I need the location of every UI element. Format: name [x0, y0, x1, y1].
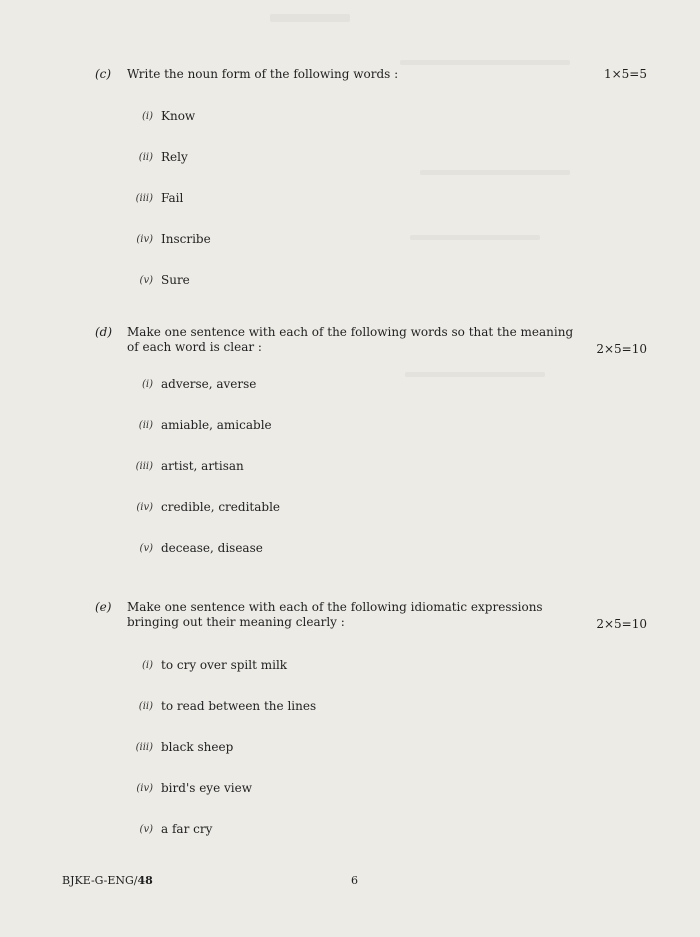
question-header — [95, 325, 647, 355]
question-marks: 1×5=5 — [603, 67, 647, 81]
item-text: Sure — [161, 273, 190, 287]
item-numeral: (ii) — [138, 420, 153, 431]
item-numeral: (v) — [139, 275, 153, 286]
item-list — [127, 658, 647, 863]
list-item — [127, 658, 647, 699]
item-numeral: (ii) — [138, 152, 153, 163]
question-c — [95, 67, 647, 314]
item-text: to read between the lines — [161, 699, 317, 713]
list-item — [127, 191, 647, 232]
item-numeral: (v) — [139, 543, 153, 554]
item-text: decease, disease — [161, 541, 263, 555]
question-e — [95, 600, 647, 863]
item-text: credible, creditable — [161, 500, 281, 514]
paper-code-prefix: BJKE-G-ENG/ — [62, 874, 138, 887]
list-item — [127, 740, 647, 781]
item-numeral: (iv) — [136, 234, 153, 245]
item-text: Fail — [161, 191, 184, 205]
item-numeral: (iii) — [135, 461, 153, 472]
item-text: Rely — [161, 150, 188, 164]
question-marks: 2×5=10 — [596, 342, 647, 356]
list-item — [127, 822, 647, 863]
list-item — [127, 273, 647, 314]
question-label: (c) — [95, 67, 112, 81]
list-item — [127, 459, 647, 500]
question-label: (e) — [95, 600, 112, 614]
item-numeral: (iv) — [136, 502, 153, 513]
list-item — [127, 232, 647, 273]
list-item — [127, 150, 647, 191]
question-d — [95, 325, 647, 582]
item-text: a far cry — [161, 822, 213, 836]
item-numeral: (i) — [141, 111, 153, 122]
bleed-through-mark — [400, 60, 570, 65]
item-numeral: (iii) — [135, 193, 153, 204]
item-numeral: (iii) — [135, 742, 153, 753]
item-list — [127, 109, 647, 314]
item-text: Inscribe — [161, 232, 211, 246]
item-list — [127, 377, 647, 582]
item-numeral: (v) — [139, 824, 153, 835]
paper-code-number: 48 — [137, 874, 153, 887]
list-item — [127, 377, 647, 418]
question-text: Make one sentence with each of the following words so that the meaning of each word is clear : — [127, 325, 574, 354]
list-item — [127, 781, 647, 822]
list-item — [127, 500, 647, 541]
page-number: 6 — [351, 874, 358, 887]
item-text: bird's eye view — [161, 781, 252, 795]
item-numeral: (i) — [141, 660, 153, 671]
item-text: amiable, amicable — [161, 418, 272, 432]
question-header — [95, 600, 647, 630]
bleed-through-mark — [270, 14, 350, 22]
list-item — [127, 699, 647, 740]
item-numeral: (i) — [141, 379, 153, 390]
item-numeral: (iv) — [136, 783, 153, 794]
question-label: (d) — [95, 325, 113, 339]
list-item — [127, 541, 647, 582]
list-item — [127, 418, 647, 459]
item-text: artist, artisan — [161, 459, 244, 473]
item-text: to cry over spilt milk — [161, 658, 288, 672]
question-text: Write the noun form of the following words : — [127, 67, 399, 81]
item-text: black sheep — [161, 740, 234, 754]
item-text: adverse, averse — [161, 377, 257, 391]
item-text: Know — [161, 109, 196, 123]
paper-code — [62, 874, 153, 887]
question-marks: 2×5=10 — [596, 617, 647, 631]
item-numeral: (ii) — [138, 701, 153, 712]
question-text: Make one sentence with each of the following idiomatic expressions bringing out their meaning clearly : — [127, 600, 543, 629]
list-item — [127, 109, 647, 150]
question-header — [95, 67, 647, 82]
